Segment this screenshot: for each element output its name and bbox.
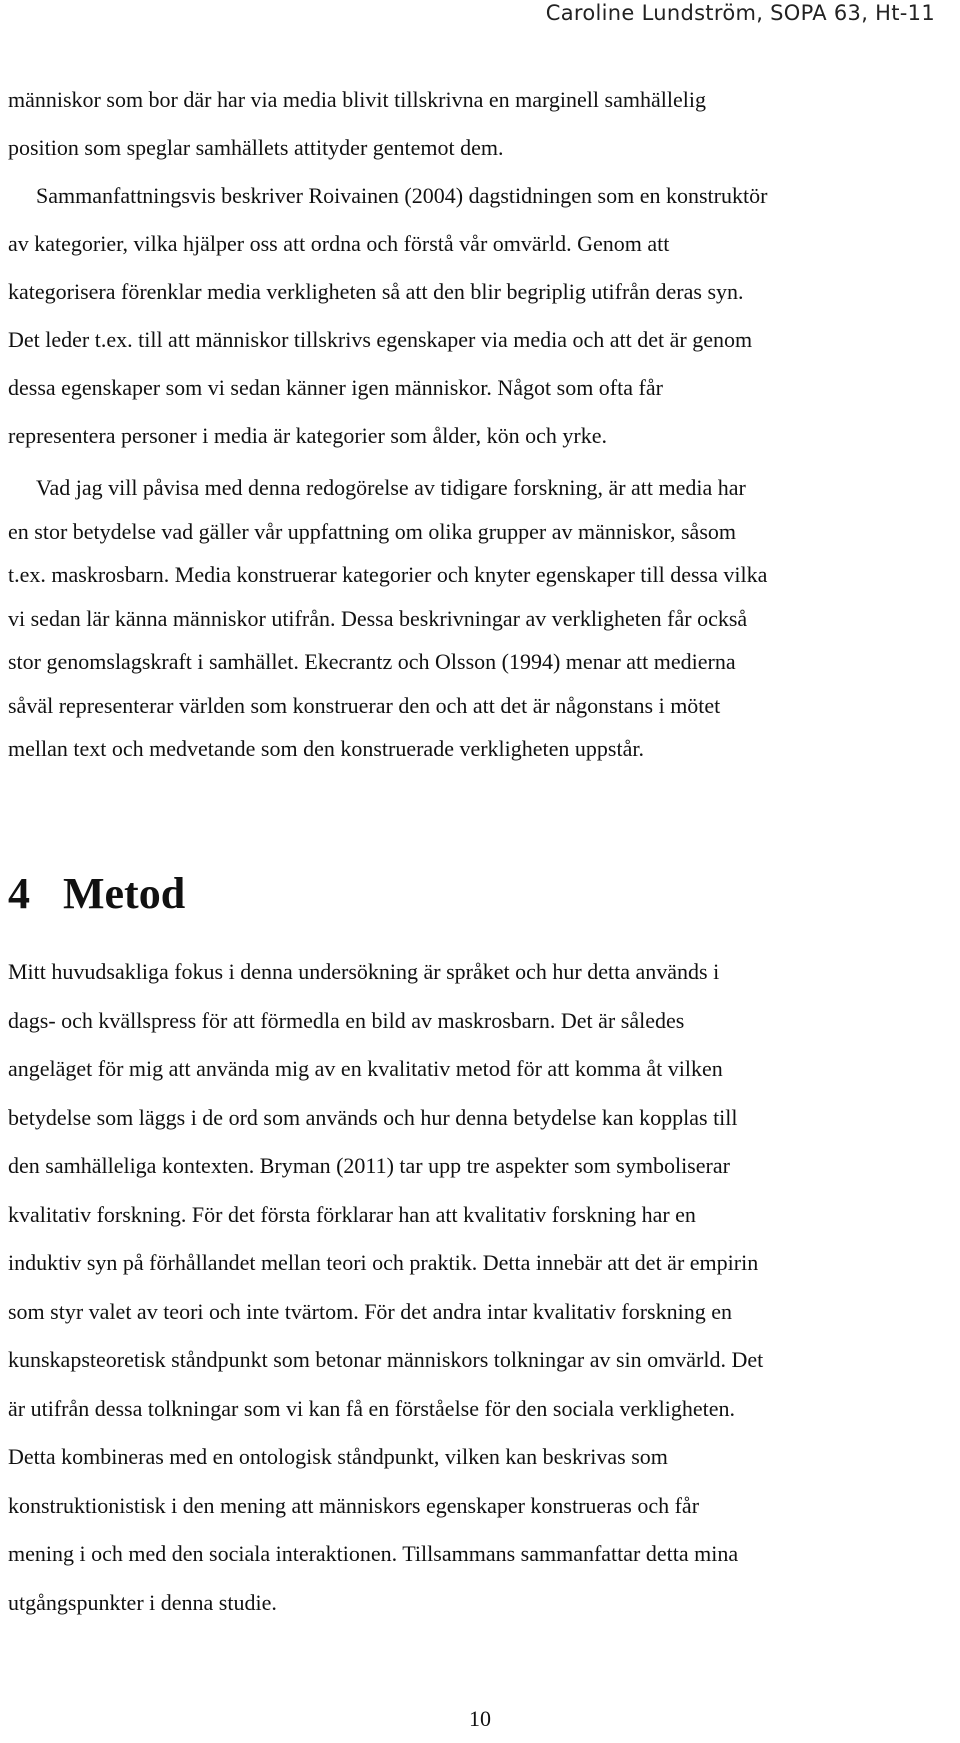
text-line: betydelse som läggs i de ord som används och hur denna betydelse kan kopplas till (8, 1104, 738, 1130)
text-line: Det leder t.ex. till att människor tillskrivs egenskaper via media och att det är genom (8, 327, 753, 352)
text-line: angeläget för mig att använda mig av en kvalitativ metod för att komma åt vilken (8, 1056, 723, 1081)
text-line: en stor betydelse vad gäller vår uppfattning om olika grupper av människor, såsom (8, 518, 736, 544)
text-line: stor genomslagskraft i samhället. Ekecrantz och Olsson (1994) menar att medierna (8, 649, 736, 674)
text-line: Vad jag vill påvisa med denna redogörelse av tidigare forskning, är att media har (36, 475, 746, 500)
text-line: vi sedan lär känna människor utifrån. Dessa beskrivningar av verkligheten får också (8, 605, 748, 631)
text-line: Mitt huvudsakliga fokus i denna undersökning är språket och hur detta används i (8, 959, 720, 984)
section-heading (8, 866, 185, 922)
paragraph-method (8, 948, 960, 1627)
section-title: Metod (63, 869, 186, 918)
text-line: Detta kombineras med en ontologisk ståndpunkt, vilken kan beskrivas som (8, 1444, 668, 1469)
text-line: kunskapsteoretisk ståndpunkt som betonar människors tolkningar av sin omvärld. Det (8, 1347, 764, 1372)
text-line: den samhälleliga kontexten. Bryman (2011) tar upp tre aspekter som symboliserar (8, 1153, 730, 1178)
paragraph-media-categories (8, 76, 960, 460)
text-line: människor som bor där har via media blivit tillskrivna en marginell samhällelig (8, 87, 706, 112)
text-line: position som speglar samhällets attityder gentemot dem. (8, 135, 504, 160)
paragraph-summary (8, 466, 960, 771)
text-line: representera personer i media är kategorier som ålder, kön och yrke. (8, 423, 607, 448)
section-number: 4 (8, 869, 30, 918)
text-line: av kategorier, vilka hjälper oss att ordna och förstå vår omvärld. Genom att (8, 231, 670, 256)
text-line: dags- och kvällspress för att förmedla en bild av maskrosbarn. Det är således (8, 1007, 685, 1033)
text-line: mening i och med den sociala interaktionen. Tillsammans sammanfattar detta mina (8, 1541, 739, 1566)
text-line: kvalitativ forskning. För det första förklarar han att kvalitativ forskning har en (8, 1201, 696, 1227)
text-line: som styr valet av teori och inte tvärtom. För det andra intar kvalitativ forskning en (8, 1298, 732, 1324)
running-header: Caroline Lundström, SOPA 63, Ht-11 (545, 1, 935, 25)
text-line: mellan text och medvetande som den konstruerade verkligheten uppstår. (8, 736, 644, 761)
text-line: Sammanfattningsvis beskriver Roivainen (2004) dagstidningen som en konstruktör (36, 183, 768, 208)
text-line: är utifrån dessa tolkningar som vi kan få en förståelse för den sociala verkligheten. (8, 1395, 735, 1421)
page-number: 10 (469, 1706, 491, 1731)
text-line: kategorisera förenklar media verkligheten så att den blir begriplig utifrån deras syn. (8, 279, 744, 304)
text-line: dessa egenskaper som vi sedan känner igen människor. Något som ofta får (8, 375, 663, 400)
text-line: utgångspunkter i denna studie. (8, 1589, 277, 1615)
text-line: konstruktionistisk i den mening att människors egenskaper konstrueras och får (8, 1492, 700, 1518)
text-line: t.ex. maskrosbarn. Media konstruerar kategorier och knyter egenskaper till dessa vilka (8, 562, 768, 587)
text-line: såväl representerar världen som konstruerar den och att det är någonstans i mötet (8, 692, 721, 718)
text-line: induktiv syn på förhållandet mellan teori och praktik. Detta innebär att det är empirin (8, 1250, 759, 1275)
